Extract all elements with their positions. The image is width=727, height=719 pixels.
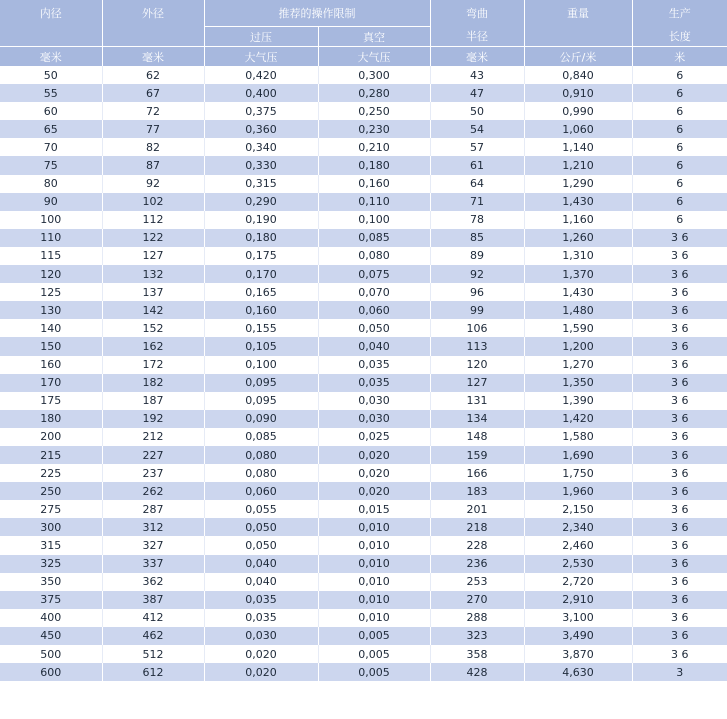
cell-production-length: 3 6 bbox=[632, 229, 727, 247]
cell-outer-diameter: 237 bbox=[102, 464, 204, 482]
header-production-line1: 生产 bbox=[632, 0, 727, 27]
table-row bbox=[0, 482, 727, 500]
cell-bend-radius: 358 bbox=[430, 645, 524, 663]
cell-weight: 1,750 bbox=[524, 464, 632, 482]
header-blank-2 bbox=[102, 27, 204, 47]
cell-production-length: 6 bbox=[632, 175, 727, 193]
cell-inner-diameter: 215 bbox=[0, 446, 102, 464]
cell-bend-radius: 78 bbox=[430, 211, 524, 229]
unit-production-length: 米 bbox=[632, 47, 727, 67]
cell-weight: 0,910 bbox=[524, 84, 632, 102]
cell-production-length: 3 6 bbox=[632, 337, 727, 355]
cell-overpressure: 0,340 bbox=[204, 138, 318, 156]
cell-bend-radius: 57 bbox=[430, 138, 524, 156]
table-row bbox=[0, 591, 727, 609]
cell-inner-diameter: 75 bbox=[0, 156, 102, 174]
cell-weight: 1,210 bbox=[524, 156, 632, 174]
cell-weight: 0,840 bbox=[524, 66, 632, 84]
cell-overpressure: 0,100 bbox=[204, 356, 318, 374]
cell-vacuum: 0,015 bbox=[318, 500, 430, 518]
cell-overpressure: 0,055 bbox=[204, 500, 318, 518]
table-row bbox=[0, 301, 727, 319]
cell-weight: 1,590 bbox=[524, 319, 632, 337]
cell-vacuum: 0,060 bbox=[318, 301, 430, 319]
cell-inner-diameter: 110 bbox=[0, 229, 102, 247]
table-row bbox=[0, 229, 727, 247]
cell-production-length: 3 bbox=[632, 663, 727, 681]
cell-overpressure: 0,095 bbox=[204, 392, 318, 410]
header-inner-diameter: 内径 bbox=[0, 0, 102, 27]
table-row bbox=[0, 500, 727, 518]
cell-bend-radius: 99 bbox=[430, 301, 524, 319]
header-weight: 重量 bbox=[524, 0, 632, 27]
cell-overpressure: 0,095 bbox=[204, 374, 318, 392]
cell-inner-diameter: 350 bbox=[0, 573, 102, 591]
cell-outer-diameter: 187 bbox=[102, 392, 204, 410]
cell-inner-diameter: 600 bbox=[0, 663, 102, 681]
cell-vacuum: 0,300 bbox=[318, 66, 430, 84]
cell-weight: 1,310 bbox=[524, 247, 632, 265]
cell-weight: 2,720 bbox=[524, 573, 632, 591]
cell-outer-diameter: 612 bbox=[102, 663, 204, 681]
cell-overpressure: 0,035 bbox=[204, 591, 318, 609]
cell-production-length: 3 6 bbox=[632, 573, 727, 591]
cell-weight: 3,490 bbox=[524, 627, 632, 645]
cell-inner-diameter: 300 bbox=[0, 518, 102, 536]
cell-bend-radius: 47 bbox=[430, 84, 524, 102]
cell-production-length: 6 bbox=[632, 120, 727, 138]
cell-vacuum: 0,210 bbox=[318, 138, 430, 156]
cell-inner-diameter: 375 bbox=[0, 591, 102, 609]
table-row bbox=[0, 156, 727, 174]
header-units-row bbox=[0, 47, 727, 67]
cell-inner-diameter: 100 bbox=[0, 211, 102, 229]
cell-vacuum: 0,180 bbox=[318, 156, 430, 174]
cell-bend-radius: 89 bbox=[430, 247, 524, 265]
cell-production-length: 6 bbox=[632, 102, 727, 120]
cell-production-length: 3 6 bbox=[632, 319, 727, 337]
cell-production-length: 6 bbox=[632, 156, 727, 174]
cell-inner-diameter: 225 bbox=[0, 464, 102, 482]
cell-vacuum: 0,010 bbox=[318, 591, 430, 609]
cell-overpressure: 0,290 bbox=[204, 193, 318, 211]
cell-overpressure: 0,190 bbox=[204, 211, 318, 229]
cell-weight: 1,060 bbox=[524, 120, 632, 138]
cell-inner-diameter: 200 bbox=[0, 428, 102, 446]
cell-weight: 1,420 bbox=[524, 410, 632, 428]
cell-bend-radius: 71 bbox=[430, 193, 524, 211]
cell-production-length: 3 6 bbox=[632, 265, 727, 283]
cell-vacuum: 0,010 bbox=[318, 573, 430, 591]
cell-vacuum: 0,010 bbox=[318, 518, 430, 536]
cell-inner-diameter: 500 bbox=[0, 645, 102, 663]
cell-outer-diameter: 137 bbox=[102, 283, 204, 301]
cell-outer-diameter: 192 bbox=[102, 410, 204, 428]
table-body bbox=[0, 66, 727, 681]
cell-overpressure: 0,030 bbox=[204, 627, 318, 645]
cell-vacuum: 0,030 bbox=[318, 410, 430, 428]
cell-production-length: 3 6 bbox=[632, 464, 727, 482]
cell-inner-diameter: 315 bbox=[0, 536, 102, 554]
cell-outer-diameter: 327 bbox=[102, 536, 204, 554]
cell-weight: 1,270 bbox=[524, 356, 632, 374]
cell-outer-diameter: 112 bbox=[102, 211, 204, 229]
cell-production-length: 3 6 bbox=[632, 591, 727, 609]
table-row bbox=[0, 410, 727, 428]
cell-bend-radius: 253 bbox=[430, 573, 524, 591]
cell-weight: 2,460 bbox=[524, 536, 632, 554]
cell-weight: 1,960 bbox=[524, 482, 632, 500]
header-outer-diameter: 外径 bbox=[102, 0, 204, 27]
cell-production-length: 6 bbox=[632, 66, 727, 84]
cell-production-length: 3 6 bbox=[632, 518, 727, 536]
cell-production-length: 3 6 bbox=[632, 645, 727, 663]
cell-outer-diameter: 312 bbox=[102, 518, 204, 536]
unit-vacuum: 大气压 bbox=[318, 47, 430, 67]
table-row bbox=[0, 663, 727, 681]
cell-weight: 3,100 bbox=[524, 609, 632, 627]
cell-inner-diameter: 70 bbox=[0, 138, 102, 156]
cell-bend-radius: 92 bbox=[430, 265, 524, 283]
cell-bend-radius: 127 bbox=[430, 374, 524, 392]
cell-production-length: 3 6 bbox=[632, 555, 727, 573]
table-row bbox=[0, 428, 727, 446]
cell-bend-radius: 228 bbox=[430, 536, 524, 554]
cell-vacuum: 0,020 bbox=[318, 446, 430, 464]
header-bend-line2: 半径 bbox=[430, 27, 524, 47]
cell-bend-radius: 183 bbox=[430, 482, 524, 500]
cell-overpressure: 0,040 bbox=[204, 555, 318, 573]
unit-overpressure: 大气压 bbox=[204, 47, 318, 67]
cell-vacuum: 0,280 bbox=[318, 84, 430, 102]
cell-vacuum: 0,020 bbox=[318, 482, 430, 500]
cell-inner-diameter: 130 bbox=[0, 301, 102, 319]
cell-vacuum: 0,080 bbox=[318, 247, 430, 265]
cell-outer-diameter: 462 bbox=[102, 627, 204, 645]
cell-bend-radius: 270 bbox=[430, 591, 524, 609]
cell-outer-diameter: 72 bbox=[102, 102, 204, 120]
cell-outer-diameter: 172 bbox=[102, 356, 204, 374]
cell-bend-radius: 50 bbox=[430, 102, 524, 120]
cell-weight: 4,630 bbox=[524, 663, 632, 681]
cell-outer-diameter: 132 bbox=[102, 265, 204, 283]
cell-weight: 1,430 bbox=[524, 283, 632, 301]
cell-vacuum: 0,035 bbox=[318, 356, 430, 374]
cell-outer-diameter: 212 bbox=[102, 428, 204, 446]
cell-production-length: 3 6 bbox=[632, 247, 727, 265]
cell-weight: 1,290 bbox=[524, 175, 632, 193]
cell-inner-diameter: 400 bbox=[0, 609, 102, 627]
cell-inner-diameter: 50 bbox=[0, 66, 102, 84]
cell-overpressure: 0,020 bbox=[204, 645, 318, 663]
cell-overpressure: 0,375 bbox=[204, 102, 318, 120]
cell-vacuum: 0,035 bbox=[318, 374, 430, 392]
table-row bbox=[0, 392, 727, 410]
cell-inner-diameter: 250 bbox=[0, 482, 102, 500]
cell-outer-diameter: 262 bbox=[102, 482, 204, 500]
cell-bend-radius: 64 bbox=[430, 175, 524, 193]
table-row bbox=[0, 66, 727, 84]
table-row bbox=[0, 84, 727, 102]
cell-production-length: 3 6 bbox=[632, 374, 727, 392]
table-row bbox=[0, 138, 727, 156]
cell-weight: 3,870 bbox=[524, 645, 632, 663]
cell-vacuum: 0,040 bbox=[318, 337, 430, 355]
cell-bend-radius: 113 bbox=[430, 337, 524, 355]
cell-overpressure: 0,360 bbox=[204, 120, 318, 138]
table-row bbox=[0, 464, 727, 482]
cell-weight: 1,350 bbox=[524, 374, 632, 392]
cell-production-length: 3 6 bbox=[632, 627, 727, 645]
cell-vacuum: 0,250 bbox=[318, 102, 430, 120]
cell-weight: 1,140 bbox=[524, 138, 632, 156]
cell-production-length: 3 6 bbox=[632, 410, 727, 428]
cell-production-length: 6 bbox=[632, 138, 727, 156]
cell-vacuum: 0,160 bbox=[318, 175, 430, 193]
header-row-1 bbox=[0, 0, 727, 27]
table-header bbox=[0, 0, 727, 66]
cell-production-length: 6 bbox=[632, 84, 727, 102]
cell-overpressure: 0,085 bbox=[204, 428, 318, 446]
table-row bbox=[0, 319, 727, 337]
cell-inner-diameter: 180 bbox=[0, 410, 102, 428]
cell-outer-diameter: 62 bbox=[102, 66, 204, 84]
table-row bbox=[0, 175, 727, 193]
cell-weight: 1,390 bbox=[524, 392, 632, 410]
cell-vacuum: 0,025 bbox=[318, 428, 430, 446]
table-row bbox=[0, 573, 727, 591]
cell-overpressure: 0,040 bbox=[204, 573, 318, 591]
unit-inner-diameter: 毫米 bbox=[0, 47, 102, 67]
cell-weight: 0,990 bbox=[524, 102, 632, 120]
cell-vacuum: 0,005 bbox=[318, 645, 430, 663]
cell-vacuum: 0,230 bbox=[318, 120, 430, 138]
cell-bend-radius: 218 bbox=[430, 518, 524, 536]
cell-bend-radius: 236 bbox=[430, 555, 524, 573]
cell-vacuum: 0,085 bbox=[318, 229, 430, 247]
cell-overpressure: 0,175 bbox=[204, 247, 318, 265]
cell-overpressure: 0,050 bbox=[204, 518, 318, 536]
cell-overpressure: 0,080 bbox=[204, 464, 318, 482]
table-row bbox=[0, 283, 727, 301]
cell-outer-diameter: 337 bbox=[102, 555, 204, 573]
cell-outer-diameter: 412 bbox=[102, 609, 204, 627]
cell-inner-diameter: 325 bbox=[0, 555, 102, 573]
cell-weight: 1,200 bbox=[524, 337, 632, 355]
cell-vacuum: 0,005 bbox=[318, 627, 430, 645]
cell-inner-diameter: 140 bbox=[0, 319, 102, 337]
cell-production-length: 6 bbox=[632, 193, 727, 211]
table-row bbox=[0, 609, 727, 627]
table-row bbox=[0, 102, 727, 120]
table-row bbox=[0, 645, 727, 663]
cell-vacuum: 0,010 bbox=[318, 609, 430, 627]
cell-overpressure: 0,090 bbox=[204, 410, 318, 428]
cell-bend-radius: 166 bbox=[430, 464, 524, 482]
unit-bend-radius: 毫米 bbox=[430, 47, 524, 67]
cell-bend-radius: 428 bbox=[430, 663, 524, 681]
cell-overpressure: 0,170 bbox=[204, 265, 318, 283]
cell-overpressure: 0,315 bbox=[204, 175, 318, 193]
cell-inner-diameter: 60 bbox=[0, 102, 102, 120]
table-row bbox=[0, 518, 727, 536]
cell-outer-diameter: 387 bbox=[102, 591, 204, 609]
cell-vacuum: 0,100 bbox=[318, 211, 430, 229]
cell-production-length: 6 bbox=[632, 211, 727, 229]
cell-inner-diameter: 160 bbox=[0, 356, 102, 374]
cell-production-length: 3 6 bbox=[632, 500, 727, 518]
cell-vacuum: 0,020 bbox=[318, 464, 430, 482]
cell-overpressure: 0,400 bbox=[204, 84, 318, 102]
table-row bbox=[0, 356, 727, 374]
header-recommended-limits: 推荐的操作限制 bbox=[204, 0, 430, 27]
cell-weight: 2,150 bbox=[524, 500, 632, 518]
cell-production-length: 3 6 bbox=[632, 392, 727, 410]
table-row bbox=[0, 211, 727, 229]
header-bend-line1: 弯曲 bbox=[430, 0, 524, 27]
table-row bbox=[0, 120, 727, 138]
cell-outer-diameter: 287 bbox=[102, 500, 204, 518]
cell-production-length: 3 6 bbox=[632, 536, 727, 554]
cell-bend-radius: 120 bbox=[430, 356, 524, 374]
header-vacuum: 真空 bbox=[318, 27, 430, 47]
cell-inner-diameter: 120 bbox=[0, 265, 102, 283]
cell-overpressure: 0,060 bbox=[204, 482, 318, 500]
cell-weight: 1,430 bbox=[524, 193, 632, 211]
cell-outer-diameter: 102 bbox=[102, 193, 204, 211]
table-row bbox=[0, 374, 727, 392]
cell-vacuum: 0,050 bbox=[318, 319, 430, 337]
cell-inner-diameter: 170 bbox=[0, 374, 102, 392]
cell-outer-diameter: 362 bbox=[102, 573, 204, 591]
cell-bend-radius: 201 bbox=[430, 500, 524, 518]
cell-weight: 1,260 bbox=[524, 229, 632, 247]
header-production-line2: 长度 bbox=[632, 27, 727, 47]
cell-vacuum: 0,110 bbox=[318, 193, 430, 211]
cell-weight: 1,370 bbox=[524, 265, 632, 283]
cell-vacuum: 0,070 bbox=[318, 283, 430, 301]
cell-weight: 2,530 bbox=[524, 555, 632, 573]
cell-outer-diameter: 87 bbox=[102, 156, 204, 174]
cell-overpressure: 0,050 bbox=[204, 536, 318, 554]
cell-inner-diameter: 450 bbox=[0, 627, 102, 645]
cell-bend-radius: 85 bbox=[430, 229, 524, 247]
header-blank-3 bbox=[524, 27, 632, 47]
table-row bbox=[0, 337, 727, 355]
cell-production-length: 3 6 bbox=[632, 482, 727, 500]
cell-bend-radius: 148 bbox=[430, 428, 524, 446]
cell-weight: 2,910 bbox=[524, 591, 632, 609]
cell-overpressure: 0,155 bbox=[204, 319, 318, 337]
cell-overpressure: 0,160 bbox=[204, 301, 318, 319]
table-row bbox=[0, 555, 727, 573]
header-row-2 bbox=[0, 27, 727, 47]
table-row bbox=[0, 193, 727, 211]
cell-outer-diameter: 227 bbox=[102, 446, 204, 464]
cell-outer-diameter: 67 bbox=[102, 84, 204, 102]
cell-outer-diameter: 162 bbox=[102, 337, 204, 355]
cell-bend-radius: 323 bbox=[430, 627, 524, 645]
cell-weight: 1,480 bbox=[524, 301, 632, 319]
cell-outer-diameter: 142 bbox=[102, 301, 204, 319]
cell-outer-diameter: 82 bbox=[102, 138, 204, 156]
header-overpressure: 过压 bbox=[204, 27, 318, 47]
cell-overpressure: 0,105 bbox=[204, 337, 318, 355]
cell-inner-diameter: 80 bbox=[0, 175, 102, 193]
header-blank-1 bbox=[0, 27, 102, 47]
cell-production-length: 3 6 bbox=[632, 428, 727, 446]
cell-bend-radius: 288 bbox=[430, 609, 524, 627]
cell-production-length: 3 6 bbox=[632, 356, 727, 374]
cell-bend-radius: 96 bbox=[430, 283, 524, 301]
cell-overpressure: 0,035 bbox=[204, 609, 318, 627]
cell-inner-diameter: 55 bbox=[0, 84, 102, 102]
cell-weight: 1,160 bbox=[524, 211, 632, 229]
cell-inner-diameter: 275 bbox=[0, 500, 102, 518]
cell-inner-diameter: 65 bbox=[0, 120, 102, 138]
cell-production-length: 3 6 bbox=[632, 283, 727, 301]
cell-inner-diameter: 125 bbox=[0, 283, 102, 301]
unit-weight: 公斤/米 bbox=[524, 47, 632, 67]
cell-bend-radius: 54 bbox=[430, 120, 524, 138]
cell-inner-diameter: 175 bbox=[0, 392, 102, 410]
cell-outer-diameter: 127 bbox=[102, 247, 204, 265]
cell-vacuum: 0,030 bbox=[318, 392, 430, 410]
cell-bend-radius: 61 bbox=[430, 156, 524, 174]
cell-bend-radius: 43 bbox=[430, 66, 524, 84]
cell-overpressure: 0,080 bbox=[204, 446, 318, 464]
cell-outer-diameter: 92 bbox=[102, 175, 204, 193]
cell-overpressure: 0,420 bbox=[204, 66, 318, 84]
cell-inner-diameter: 90 bbox=[0, 193, 102, 211]
cell-bend-radius: 131 bbox=[430, 392, 524, 410]
table-row bbox=[0, 446, 727, 464]
cell-overpressure: 0,020 bbox=[204, 663, 318, 681]
cell-inner-diameter: 150 bbox=[0, 337, 102, 355]
cell-production-length: 3 6 bbox=[632, 609, 727, 627]
cell-weight: 1,580 bbox=[524, 428, 632, 446]
cell-bend-radius: 134 bbox=[430, 410, 524, 428]
cell-overpressure: 0,165 bbox=[204, 283, 318, 301]
cell-inner-diameter: 115 bbox=[0, 247, 102, 265]
unit-outer-diameter: 毫米 bbox=[102, 47, 204, 67]
cell-vacuum: 0,010 bbox=[318, 536, 430, 554]
cell-vacuum: 0,075 bbox=[318, 265, 430, 283]
cell-bend-radius: 159 bbox=[430, 446, 524, 464]
cell-outer-diameter: 77 bbox=[102, 120, 204, 138]
table-row bbox=[0, 265, 727, 283]
cell-vacuum: 0,005 bbox=[318, 663, 430, 681]
cell-weight: 1,690 bbox=[524, 446, 632, 464]
cell-vacuum: 0,010 bbox=[318, 555, 430, 573]
cell-outer-diameter: 152 bbox=[102, 319, 204, 337]
cell-bend-radius: 106 bbox=[430, 319, 524, 337]
cell-outer-diameter: 512 bbox=[102, 645, 204, 663]
table-row bbox=[0, 627, 727, 645]
cell-overpressure: 0,180 bbox=[204, 229, 318, 247]
table-row bbox=[0, 536, 727, 554]
cell-production-length: 3 6 bbox=[632, 446, 727, 464]
cell-production-length: 3 6 bbox=[632, 301, 727, 319]
table-row bbox=[0, 247, 727, 265]
cell-weight: 2,340 bbox=[524, 518, 632, 536]
cell-overpressure: 0,330 bbox=[204, 156, 318, 174]
cell-outer-diameter: 122 bbox=[102, 229, 204, 247]
cell-outer-diameter: 182 bbox=[102, 374, 204, 392]
